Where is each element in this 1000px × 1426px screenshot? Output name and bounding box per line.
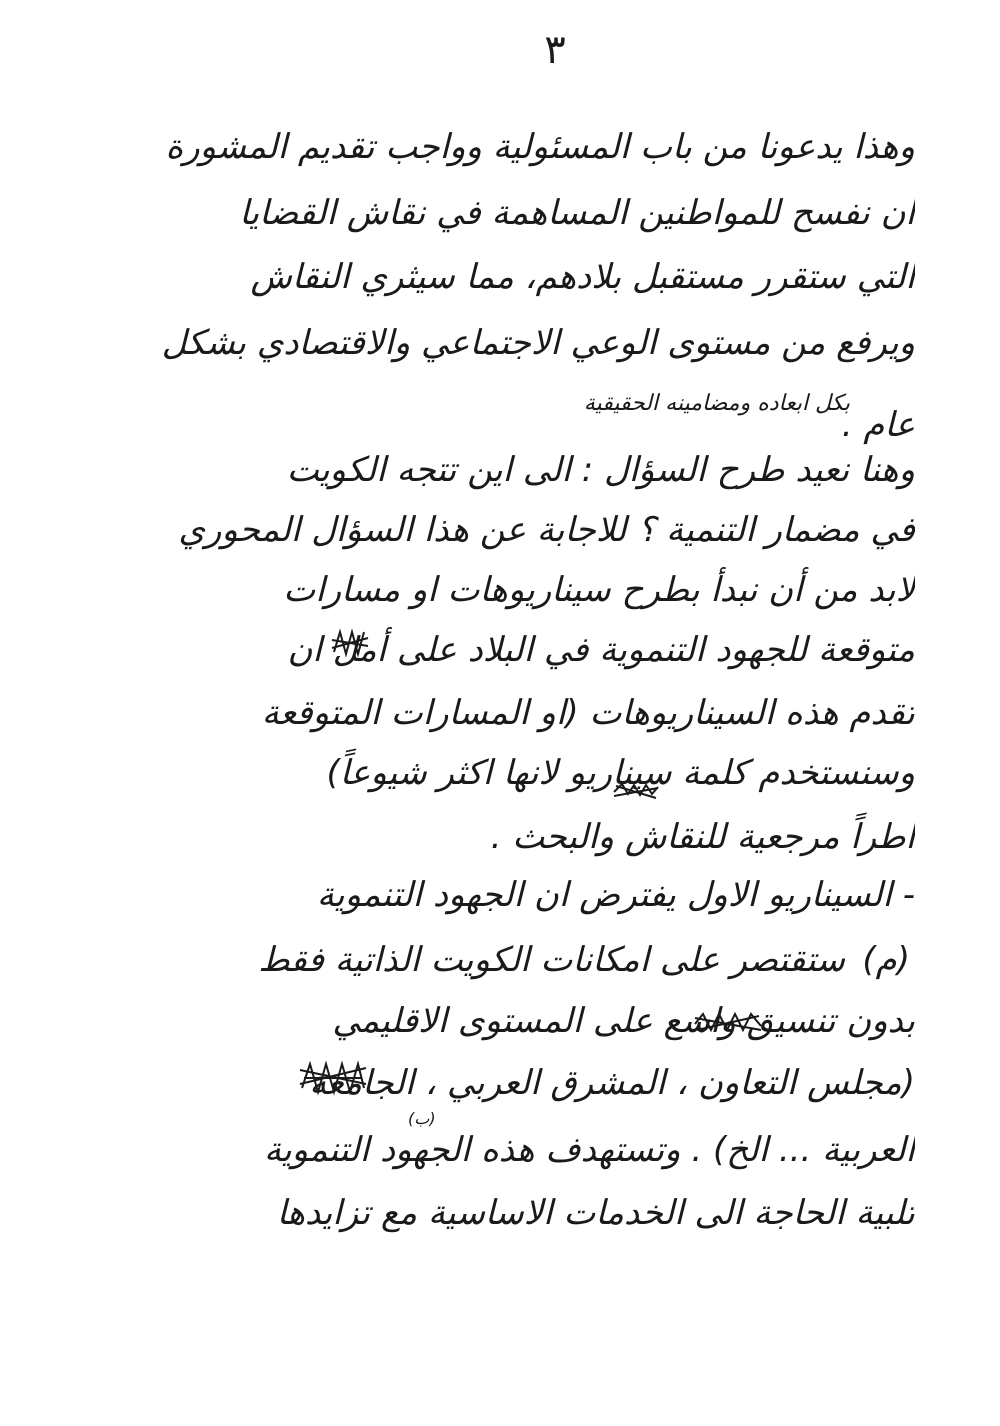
manuscript-line: التي ستقرر مستقبل بلادهم، مما سيثري النقاش [250,257,915,297]
crossed-out-word [693,1010,763,1036]
page-number: ٣ [544,27,566,73]
manuscript-insertion: بكل ابعاده ومضامينه الحقيقية [583,391,850,416]
manuscript-line: اطراً مرجعية للنقاش والبحث . [490,817,915,857]
manuscript-line: - السيناريو الاول يفترض ان الجهود التنموية [316,875,915,915]
manuscript-line: تقدم هذه السيناريوهات (او المسارات المتوقعة [261,693,915,733]
crossed-out-word [612,780,660,802]
manuscript-insertion: (ب) [408,1109,436,1128]
manuscript-line: وسنستخدم كلمة سيناريو لانها اكثر شيوعاً) [326,753,915,793]
crossed-out-word [298,1058,368,1098]
manuscript-line: في مضمار التنمية ؟ للاجابة عن هذا السؤال المحوري [178,510,915,550]
manuscript-line: ستقتصر على امكانات الكويت الذاتية فقط [258,940,845,980]
manuscript-line: بدون تنسيق واسع على المستوى الاقليمي [332,1001,915,1041]
manuscript-line: متوقعة للجهود التنموية في البلاد على أمل ان [287,630,915,670]
manuscript-line: وهنا نعيد طرح السؤال : الى اين تتجه الكويت [286,450,915,490]
manuscript-line: (مجلس التعاون ، المشرق العربي ، الجامعة [309,1063,915,1103]
manuscript-margin-mark: (م) [862,940,910,980]
manuscript-line: تلبية الحاجة الى الخدمات الاساسية مع تزايدها [276,1193,915,1233]
manuscript-line: العربية ... الخ) . وتستهدف هذه الجهود التنموية [263,1130,915,1170]
manuscript-line: لابد من أن نبدأ بطرح سيناريوهات او مسارات [283,570,915,610]
manuscript-line: وهذا يدعونا من باب المسئولية وواجب تقديم المشورة [165,127,915,167]
manuscript-line: ان نفسح للمواطنين المساهمة في نقاش القضايا [239,193,915,233]
manuscript-line: عام . [841,405,915,445]
crossed-out-word [330,628,370,658]
manuscript-line: ويرفع من مستوى الوعي الاجتماعي والاقتصادي بشكل [161,323,915,363]
